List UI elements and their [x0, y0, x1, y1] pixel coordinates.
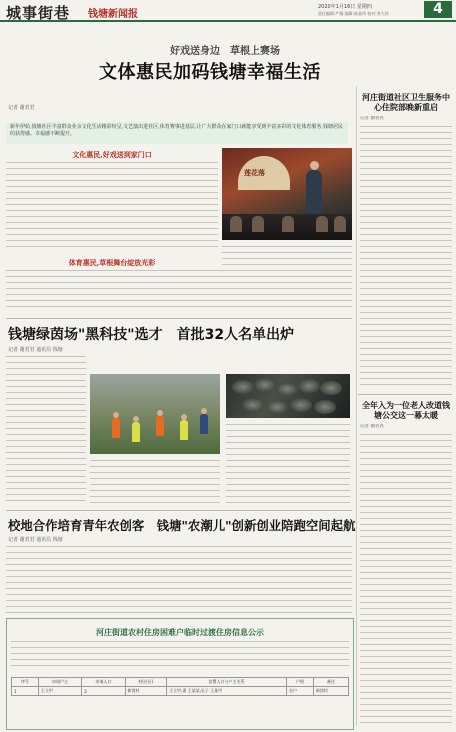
lead-body-text-1 [6, 162, 218, 250]
masthead-brand: 钱塘新闻报 [88, 9, 138, 20]
football-photo [90, 374, 220, 454]
table-row [12, 687, 349, 696]
page-header [0, 0, 456, 22]
table-header-cell: 申请户主 [38, 678, 81, 687]
story3-headline: 校地合作培育青年农创客 钱塘"农潮儿"创新创业陪跑空间起航 [8, 518, 356, 533]
table-cell: 3 [82, 687, 125, 696]
story2-body-col-3 [226, 424, 350, 506]
story2-byline: 记者 谢君君 通讯员 钱塘 [8, 347, 63, 353]
notice-body-text [11, 641, 349, 671]
notice-table-header [12, 678, 349, 687]
table-cell: 农户 [287, 687, 314, 696]
lead-paragraph: 新年伊始,钱塘社区丰富群众业余文化生活精彩纷呈,文艺演出进社区,体育赛事进基层,让广大群众在家门口就能享受到丰富多彩的文化体育服务,钱塘居民的获得感、幸福感不断提升。 [6, 122, 348, 144]
lead-body-text-3 [222, 246, 352, 268]
side-story-2-byline: 记者 谢君君 [360, 424, 384, 429]
notice-table [11, 677, 349, 696]
notice-title: 河庄街道农村住房困难户临时过渡住房信息公示 [96, 628, 264, 637]
side-story-2-title: 全年入为一位老人改道钱塘公交这一幕太暖 [362, 400, 450, 420]
side-story-2-body [360, 434, 452, 726]
lead-byline: 记者 谢君君 [8, 105, 35, 111]
page-number-badge: 4 [424, 1, 452, 18]
table-cell: 新湾村 [313, 687, 348, 696]
story3-rule [6, 510, 352, 511]
lead-subhead-1: 文化惠民,好戏送到家门口 [72, 150, 152, 159]
editor-credits: 责任编辑:严凝 编辑:陈嘉伟 校对:李大伟 [318, 11, 389, 16]
lead-kicker: 好戏送身边 草根上赛场 [170, 46, 280, 57]
story2-body-col-1 [6, 356, 86, 506]
table-header-cell: 安置人口与户主关系 [167, 678, 287, 687]
lead-subhead-2: 体育惠民,草根舞台绽放光彩 [68, 258, 156, 267]
story2-headline: 钱塘绿茵场"黑科技"选才 首批32人名单出炉 [8, 327, 295, 343]
player-figure [180, 420, 188, 440]
story3-body [6, 546, 352, 614]
section-title: 城事街巷 [6, 4, 71, 22]
table-header-cell: 序号 [12, 678, 39, 687]
fan-lettering: 莲花落 [244, 168, 265, 177]
table-header-cell: 户别 [287, 678, 314, 687]
table-cell: 王立甲 [38, 687, 81, 696]
story3-byline: 记者 谢君君 通讯员 钱塘 [8, 537, 63, 543]
table-cell: 新湾村 [125, 687, 167, 696]
table-header-cell: 申请人口 [82, 678, 125, 687]
musicians-row [222, 214, 352, 240]
equipment-photo [226, 374, 350, 418]
side-story-1-body [360, 126, 452, 390]
side-divider [358, 394, 452, 395]
table-header-cell: 村(社区) [125, 678, 167, 687]
player-figure [200, 414, 208, 434]
player-figure [156, 416, 164, 436]
lead-body-text-2 [6, 270, 352, 312]
performance-photo [222, 148, 352, 240]
lead-headline: 文体惠民加码钱塘幸福生活 [99, 62, 321, 83]
issue-date: 2020年1月16日 星期四 [318, 4, 372, 10]
side-story-1-title: 河庄街道社区卫生服务中心住院部晚新重启 [362, 92, 450, 112]
housing-notice-box [6, 618, 354, 730]
player-figure [112, 418, 120, 438]
player-figure [132, 422, 140, 442]
table-cell: 王立甲,妻 王某某,长子 王某甲 [167, 687, 287, 696]
table-cell: 1 [12, 687, 39, 696]
story2-body-col-2 [90, 460, 220, 506]
story2-rule [6, 318, 352, 319]
side-story-1-byline: 记者 谢君君 [360, 116, 384, 121]
table-header-cell: 备注 [313, 678, 348, 687]
